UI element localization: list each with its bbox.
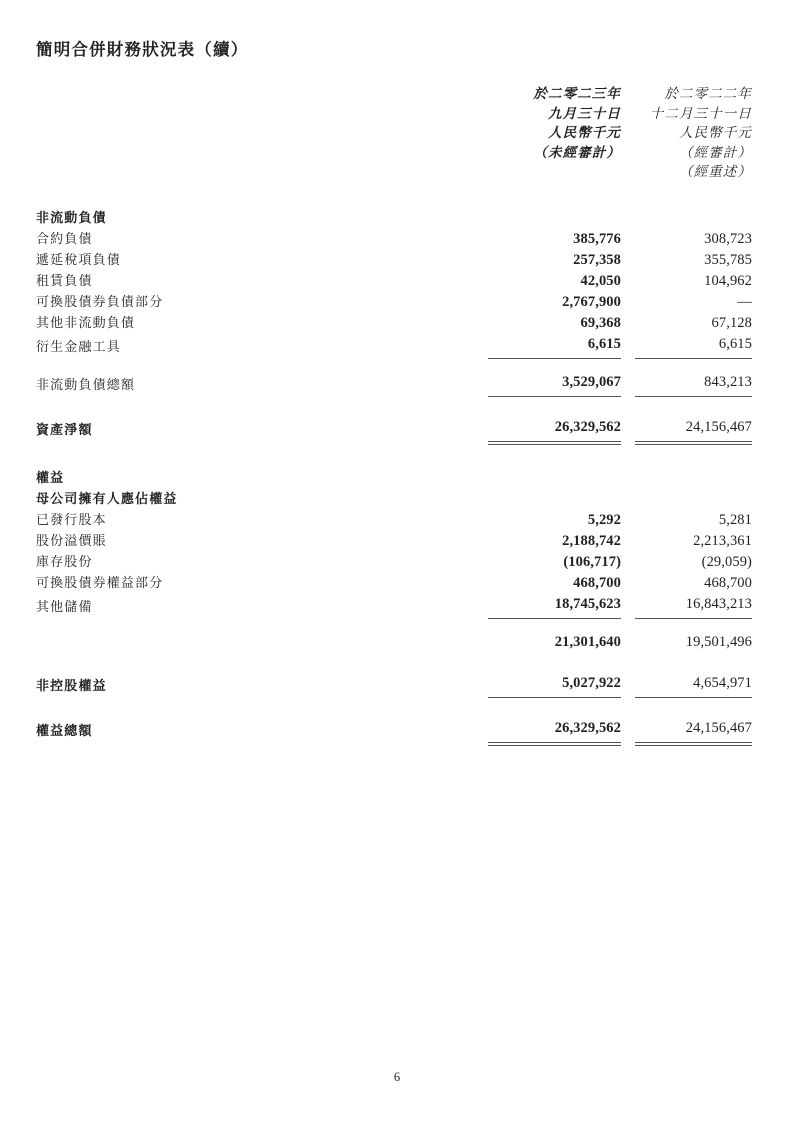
column-header-row-3	[36, 123, 752, 143]
non-controlling-interests-2022: 4,654,971	[635, 673, 752, 698]
column-header-row-4	[36, 143, 752, 163]
col1-header-line3: 人民幣千元	[548, 125, 621, 140]
col1-header-line2: 九月三十日	[548, 105, 621, 121]
non-current-liabilities-total-label: 非流動負債總額	[36, 378, 136, 393]
spacer	[36, 697, 752, 718]
financial-statement-table	[36, 84, 752, 743]
table-row	[36, 313, 752, 334]
spacer	[36, 358, 752, 372]
row-value-2023: 257,358	[573, 251, 621, 268]
row-value-2022: 5,281	[718, 511, 752, 528]
total-equity-row	[36, 718, 752, 743]
page-number: 6	[393, 1070, 401, 1084]
equity-heading: 權益	[36, 470, 65, 486]
row-value-2023: 42,050	[580, 272, 621, 289]
header-spacer	[36, 162, 488, 182]
col2-header-line2: 十二月三十一日	[649, 105, 752, 121]
table-row	[36, 531, 752, 552]
row-label: 股份溢價賬	[36, 533, 107, 549]
header-spacer	[36, 104, 488, 124]
col1-header-line1: 於二零二三年	[533, 86, 621, 101]
column-header-row-2	[36, 104, 752, 124]
net-assets-2023: 26,329,562	[488, 417, 621, 442]
table-row	[36, 594, 752, 619]
equity-subtotal-row	[36, 632, 752, 653]
spacer	[36, 653, 752, 673]
row-value-2022: 468,700	[704, 574, 752, 591]
subtotal-row	[36, 372, 752, 397]
row-value-2022: 16,843,213	[635, 594, 752, 619]
column-header-row-5	[36, 162, 752, 182]
row-value-2022: (29,059)	[701, 553, 752, 570]
net-assets-row	[36, 417, 752, 442]
row-value-2022: 355,785	[704, 251, 752, 268]
non-controlling-interests-row	[36, 673, 752, 698]
row-label: 可換股債券負債部分	[36, 294, 164, 310]
spacer	[36, 396, 752, 417]
row-label: 合約負債	[36, 231, 93, 247]
row-value-2023: 385,776	[573, 230, 621, 247]
row-value-2023: 2,767,900	[562, 293, 621, 310]
equity-subtotal-2023: 21,301,640	[554, 633, 621, 650]
total-equity-2022: 24,156,467	[635, 718, 752, 743]
spacer	[36, 182, 752, 208]
row-value-2022: 67,128	[711, 314, 752, 331]
col2-header-line4: （經審計）	[679, 144, 752, 160]
row-value-2022: 104,962	[704, 272, 752, 289]
table-row	[36, 250, 752, 271]
row-label: 庫存股份	[36, 554, 93, 570]
table-row	[36, 229, 752, 250]
equity-subtotal-2022: 19,501,496	[685, 633, 752, 650]
equity-heading-row	[36, 468, 752, 489]
row-value-2023: (106,717)	[563, 553, 621, 570]
row-value-2023: 2,188,742	[562, 532, 621, 549]
row-value-2022: —	[737, 293, 752, 310]
col1-header-line5	[488, 162, 621, 182]
row-value-2022: 6,615	[635, 334, 752, 359]
net-assets-2022: 24,156,467	[635, 417, 752, 442]
total-equity-label: 權益總額	[36, 724, 93, 739]
column-header-row-1	[36, 84, 752, 104]
row-value-2023: 6,615	[488, 334, 621, 359]
table-row	[36, 292, 752, 313]
row-label: 其他非流動負債	[36, 315, 136, 331]
row-label: 衍生金融工具	[36, 340, 121, 355]
row-label: 已發行股本	[36, 512, 107, 528]
col2-header-line3: 人民幣千元	[679, 125, 752, 140]
non-current-liabilities-total-2023: 3,529,067	[488, 372, 621, 397]
non-controlling-interests-label: 非控股權益	[36, 679, 107, 694]
header-spacer	[36, 143, 488, 163]
col2-header-line1: 於二零二二年	[664, 86, 752, 101]
row-label: 其他儲備	[36, 600, 93, 615]
col2-header-line5: （經重述）	[679, 164, 752, 179]
header-gap	[621, 143, 635, 163]
row-value-2023: 69,368	[580, 314, 621, 331]
table-row	[36, 510, 752, 531]
row-label: 租賃負債	[36, 273, 93, 289]
row-value-2023: 5,292	[587, 511, 621, 528]
equity-subheading: 母公司擁有人應佔權益	[36, 491, 178, 507]
row-label: 遞延稅項負債	[36, 252, 121, 268]
row-value-2022: 308,723	[704, 230, 752, 247]
net-assets-label: 資產淨額	[36, 423, 93, 438]
header-gap	[621, 162, 635, 182]
table-row	[36, 552, 752, 573]
row-value-2023: 18,745,623	[488, 594, 621, 619]
row-label: 可換股債券權益部分	[36, 575, 164, 591]
section-heading-row	[36, 208, 752, 229]
non-controlling-interests-2023: 5,027,922	[488, 673, 621, 698]
header-gap	[621, 123, 635, 143]
non-current-liabilities-heading: 非流動負債	[36, 210, 107, 226]
spacer	[36, 618, 752, 632]
row-value-2023: 468,700	[573, 574, 621, 591]
equity-subheading-row	[36, 489, 752, 510]
header-spacer	[36, 123, 488, 143]
page-title: 簡明合併財務狀況表（續）	[36, 40, 249, 59]
table-row	[36, 573, 752, 594]
header-spacer	[36, 84, 488, 104]
header-gap	[621, 104, 635, 124]
table-row	[36, 271, 752, 292]
equity-subtotal-label	[36, 632, 488, 653]
table-row	[36, 334, 752, 359]
header-gap	[621, 84, 635, 104]
row-value-2022: 2,213,361	[693, 532, 752, 549]
col1-header-line4: （未經審計）	[533, 144, 621, 160]
non-current-liabilities-total-2022: 843,213	[635, 372, 752, 397]
total-equity-2023: 26,329,562	[488, 718, 621, 743]
spacer	[36, 441, 752, 468]
